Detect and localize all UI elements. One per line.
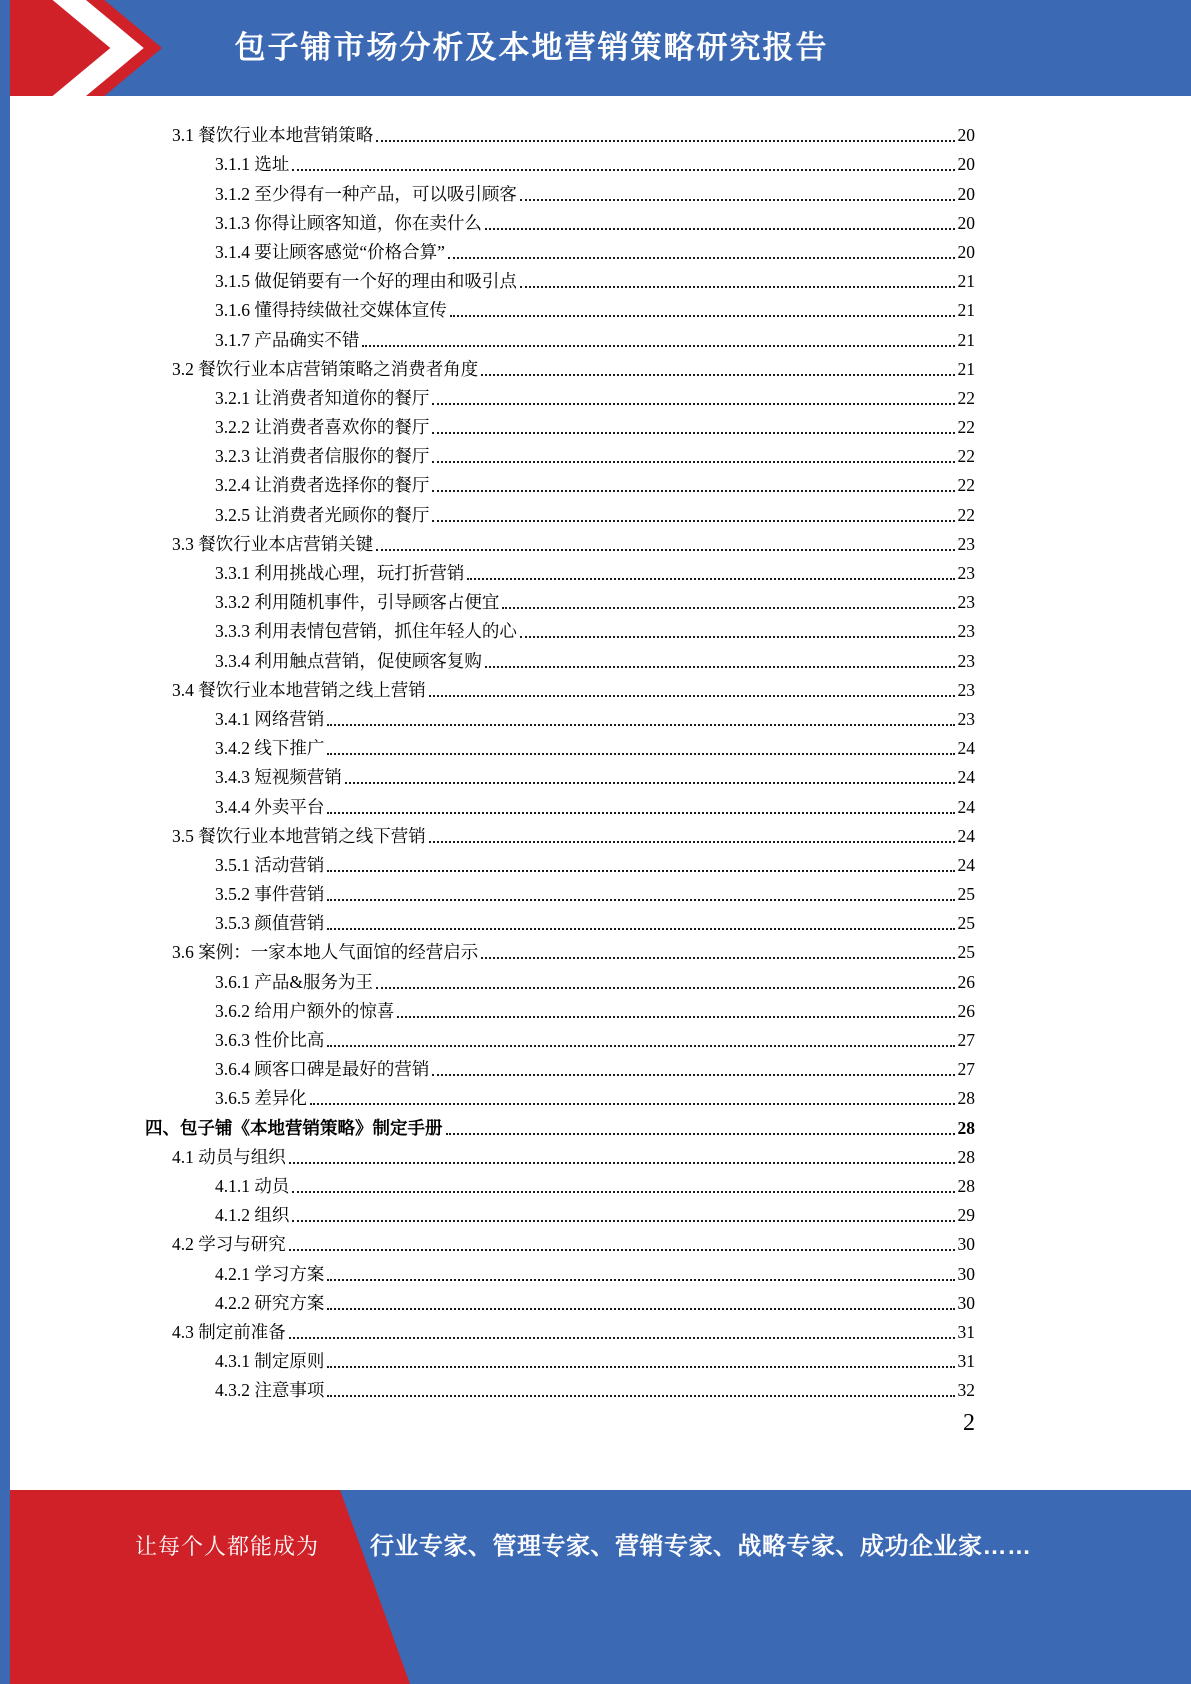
toc-entry[interactable]: [215, 208, 975, 237]
toc-dot-leader: [481, 374, 954, 376]
toc-entry[interactable]: [215, 587, 975, 616]
toc-entry-page: 21: [957, 358, 975, 379]
toc-entry-label: 4.3.2 注意事项: [215, 1380, 325, 1401]
toc-entry-page: 22: [957, 417, 975, 438]
toc-entry[interactable]: [215, 1258, 975, 1287]
toc-dot-leader: [327, 753, 954, 755]
toc-entry-page: 23: [957, 650, 975, 671]
toc-entry[interactable]: [172, 1317, 975, 1346]
toc-dot-leader: [362, 345, 954, 347]
toc-dot-leader: [432, 403, 954, 405]
toc-dot-leader: [448, 257, 955, 259]
toc-entry-page: 22: [957, 446, 975, 467]
toc-entry[interactable]: [215, 1200, 975, 1229]
toc-entry-label: 3.2.5 让消费者光顾你的餐厅: [215, 504, 430, 525]
toc-entry[interactable]: [215, 558, 975, 587]
toc-entry-page: 28: [957, 1117, 975, 1138]
toc-entry-page: 20: [957, 183, 975, 204]
toc-dot-leader: [327, 724, 954, 726]
toc-entry[interactable]: [215, 295, 975, 324]
toc-entry[interactable]: [172, 1142, 975, 1171]
toc-entry[interactable]: [215, 791, 975, 820]
toc-entry-page: 22: [957, 504, 975, 525]
toc-entry-label: 3.5.3 颜值营销: [215, 913, 325, 934]
toc-entry[interactable]: [172, 354, 975, 383]
toc-entry-page: 20: [957, 212, 975, 233]
toc-entry-page: 22: [957, 387, 975, 408]
toc-entry-page: 23: [957, 621, 975, 642]
toc-entry-page: 24: [957, 738, 975, 759]
toc-dot-leader: [327, 812, 954, 814]
toc-entry[interactable]: [215, 645, 975, 674]
toc-entry-label: 3.4.4 外卖平台: [215, 796, 325, 817]
footer-red-shape: [0, 1490, 430, 1684]
toc-entry-label: 4.3.1 制定原则: [215, 1351, 325, 1372]
toc-dot-leader: [327, 1308, 954, 1310]
toc-entry-label: 3.4 餐饮行业本地营销之线上营销: [172, 679, 426, 700]
toc-dot-leader: [502, 607, 954, 609]
toc-entry[interactable]: [215, 908, 975, 937]
toc-entry-page: 23: [957, 592, 975, 613]
toc-entry[interactable]: [215, 879, 975, 908]
toc-entry-label: 4.1 动员与组织: [172, 1146, 286, 1167]
toc-entry-label: 3.1.1 选址: [215, 154, 290, 175]
toc-entry-label: 3.6.4 顾客口碑是最好的营销: [215, 1059, 430, 1080]
toc-entry-page: 28: [957, 1088, 975, 1109]
toc-entry-label: 3.4.1 网络营销: [215, 708, 325, 729]
toc-entry-label: 3.6.5 差异化: [215, 1088, 307, 1109]
toc-entry[interactable]: [215, 1054, 975, 1083]
toc-entry[interactable]: [215, 178, 975, 207]
toc-entry-label: 3.2.2 让消费者喜欢你的餐厅: [215, 417, 430, 438]
toc-entry[interactable]: [145, 1112, 975, 1141]
toc-entry-label: 4.2.2 研究方案: [215, 1292, 325, 1313]
toc-entry-label: 3.1.4 要让顾客感觉“价格合算”: [215, 241, 445, 262]
toc-entry[interactable]: [215, 966, 975, 995]
toc-entry-label: 3.6 案例：一家本地人气面馆的经营启示: [172, 942, 479, 963]
toc-dot-leader: [432, 461, 954, 463]
toc-entry-label: 四、包子铺《本地营销策略》制定手册: [145, 1117, 443, 1138]
toc-entry-label: 3.3 餐饮行业本店营销关键: [172, 533, 374, 554]
toc-entry-label: 4.1.2 组织: [215, 1205, 290, 1226]
toc-entry-page: 24: [957, 796, 975, 817]
toc-entry-page: 27: [957, 1030, 975, 1050]
toc-dot-leader: [432, 520, 954, 522]
toc-dot-leader: [327, 870, 954, 872]
footer-slogan-right: 行业专家、管理专家、营销专家、战略专家、成功企业家……: [370, 1533, 1032, 1560]
toc-entry[interactable]: [215, 149, 975, 178]
toc-entry-page: 31: [957, 1321, 975, 1342]
toc-entry[interactable]: [215, 1288, 975, 1317]
toc-entry-page: 28: [957, 1175, 975, 1196]
toc-dot-leader: [397, 1016, 954, 1018]
toc-entry-page: 23: [957, 563, 975, 583]
toc-dot-leader: [310, 1103, 955, 1105]
toc-entry-page: 31: [957, 1351, 975, 1372]
toc-entry-page: 30: [957, 1234, 975, 1255]
toc-dot-leader: [327, 1366, 954, 1368]
toc-entry[interactable]: [215, 616, 975, 645]
toc-entry-label: 3.3.4 利用触点营销，促使顾客复购: [215, 650, 482, 671]
toc-entry[interactable]: [172, 675, 975, 704]
toc-entry[interactable]: [215, 470, 975, 499]
toc-dot-leader: [432, 1074, 954, 1076]
toc-entry[interactable]: [215, 1025, 975, 1054]
toc-entry-page: 30: [957, 1292, 975, 1313]
toc-entry-label: 3.2 餐饮行业本店营销策略之消费者角度: [172, 358, 479, 379]
toc-entry-label: 3.1.6 懂得持续做社交媒体宣传: [215, 300, 447, 321]
toc-dot-leader: [345, 782, 955, 784]
toc-entry-label: 3.1 餐饮行业本地营销策略: [172, 125, 374, 146]
report-title: 包子铺市场分析及本地营销策略研究报告: [234, 30, 829, 65]
toc-dot-leader: [432, 432, 954, 434]
toc-dot-leader: [327, 1045, 954, 1047]
toc-entry-page: 24: [957, 767, 975, 788]
toc-dot-leader: [327, 1279, 954, 1281]
toc-dot-leader: [485, 666, 955, 668]
toc-dot-leader: [481, 957, 954, 959]
toc-entry-page: 23: [957, 533, 975, 554]
toc-entry[interactable]: [172, 1229, 975, 1258]
footer-banner: [0, 1490, 1191, 1684]
toc-entry-page: 23: [957, 708, 975, 729]
toc-dot-leader: [376, 140, 954, 142]
toc-entry[interactable]: [215, 237, 975, 266]
toc-entry-page: 29: [957, 1205, 975, 1226]
toc-entry-label: 3.1.2 至少得有一种产品，可以吸引顾客: [215, 183, 517, 204]
toc-entry-page: 30: [957, 1263, 975, 1284]
toc-dot-leader: [376, 549, 954, 551]
toc-entry-page: 25: [957, 913, 975, 934]
toc-entry-page: 20: [957, 241, 975, 262]
toc-entry-page: 20: [957, 154, 975, 175]
toc-entry-page: 21: [957, 300, 975, 321]
toc-entry[interactable]: [215, 412, 975, 441]
toc-entry-page: 24: [957, 854, 975, 875]
toc-entry-page: 21: [957, 271, 975, 292]
toc-dot-leader: [467, 578, 954, 580]
toc-entry[interactable]: [172, 937, 975, 966]
toc-entry-label: 3.1.7 产品确实不错: [215, 329, 360, 350]
toc-dot-leader: [292, 169, 954, 171]
toc-entry[interactable]: [215, 733, 975, 762]
toc-entry[interactable]: [215, 499, 975, 528]
toc-entry-page: 23: [957, 679, 975, 700]
toc-entry-page: 21: [957, 329, 975, 350]
toc-dot-leader: [292, 1220, 954, 1222]
toc-entry-label: 3.3.2 利用随机事件，引导顾客占便宜: [215, 592, 500, 613]
toc-entry[interactable]: [172, 529, 975, 558]
toc-dot-leader: [432, 490, 954, 492]
toc-entry[interactable]: [215, 266, 975, 295]
toc-entry[interactable]: [215, 1346, 975, 1375]
toc-dot-leader: [429, 695, 955, 697]
toc-entry[interactable]: [172, 120, 975, 149]
toc-entry-page: 25: [957, 884, 975, 905]
toc-entry-label: 3.2.4 让消费者选择你的餐厅: [215, 475, 430, 496]
toc-entry-page: 22: [957, 475, 975, 496]
toc-entry-label: 4.3 制定前准备: [172, 1321, 286, 1342]
header-banner: [0, 0, 1191, 96]
toc-dot-leader: [289, 1249, 955, 1251]
toc-entry[interactable]: [215, 324, 975, 353]
toc-entry-label: 3.4.3 短视频营销: [215, 767, 342, 788]
toc-dot-leader: [289, 1162, 955, 1164]
toc-entry-label: 3.2.1 让消费者知道你的餐厅: [215, 387, 430, 408]
toc-dot-leader: [520, 286, 955, 288]
toc-entry-label: 3.2.3 让消费者信服你的餐厅: [215, 446, 430, 467]
toc-entry[interactable]: [215, 441, 975, 470]
toc-entry-label: 4.2.1 学习方案: [215, 1263, 325, 1284]
toc-entry-page: 27: [957, 1059, 975, 1080]
toc-dot-leader: [520, 199, 955, 201]
page-number: 2: [963, 1410, 975, 1436]
toc-dot-leader: [485, 228, 955, 230]
footer-slogan-left: 让每个人都能成为: [135, 1534, 320, 1559]
toc-entry-page: 20: [957, 125, 975, 146]
toc-dot-leader: [289, 1337, 955, 1339]
toc-entry-page: 24: [957, 825, 975, 846]
toc-entry[interactable]: [215, 704, 975, 733]
toc-dot-leader: [520, 636, 955, 638]
toc-entry[interactable]: [215, 762, 975, 791]
toc-entry-label: 3.1.3 你得让顾客知道，你在卖什么: [215, 212, 482, 233]
left-edge-strip: [0, 0, 10, 1684]
toc-entry-label: 4.1.1 动员: [215, 1175, 290, 1196]
toc-entry-page: 25: [957, 942, 975, 963]
toc-entry-page: 26: [957, 971, 975, 992]
toc-entry[interactable]: [215, 1171, 975, 1200]
toc-entry-label: 3.3.1 利用挑战心理，玩打折营销: [215, 563, 465, 583]
toc-dot-leader: [292, 1191, 954, 1193]
toc-entry-label: 3.6.2 给用户额外的惊喜: [215, 1000, 395, 1021]
toc-entry-label: 3.4.2 线下推广: [215, 738, 325, 759]
toc-dot-leader: [446, 1133, 955, 1135]
toc-entry[interactable]: [215, 1375, 975, 1404]
toc-entry-label: 3.5.2 事件营销: [215, 884, 325, 905]
toc-dot-leader: [327, 928, 954, 930]
toc-dot-leader: [450, 315, 955, 317]
toc-dot-leader: [327, 1395, 954, 1397]
toc-entry-page: 28: [957, 1146, 975, 1167]
toc-entry-label: 3.5 餐饮行业本地营销之线下营销: [172, 825, 426, 846]
toc-entry-label: 3.5.1 活动营销: [215, 854, 325, 875]
toc-entry-page: 26: [957, 1000, 975, 1021]
toc-entry[interactable]: [215, 383, 975, 412]
toc-entry-label: 4.2 学习与研究: [172, 1234, 286, 1255]
toc-dot-leader: [327, 899, 954, 901]
toc-dot-leader: [429, 841, 955, 843]
toc-entry-page: 32: [957, 1380, 975, 1401]
toc-entry-label: 3.6.3 性价比高: [215, 1030, 325, 1050]
toc-entry-label: 3.6.1 产品&服务为王: [215, 971, 373, 992]
toc-entry[interactable]: [215, 850, 975, 879]
toc-entry-label: 3.3.3 利用表情包营销，抓住年轻人的心: [215, 621, 517, 642]
toc-dot-leader: [376, 987, 955, 989]
toc-entry[interactable]: [215, 996, 975, 1025]
toc-entry[interactable]: [215, 1083, 975, 1112]
toc-list: [0, 120, 975, 1404]
toc-entry[interactable]: [172, 821, 975, 850]
toc-entry-label: 3.1.5 做促销要有一个好的理由和吸引点: [215, 271, 517, 292]
